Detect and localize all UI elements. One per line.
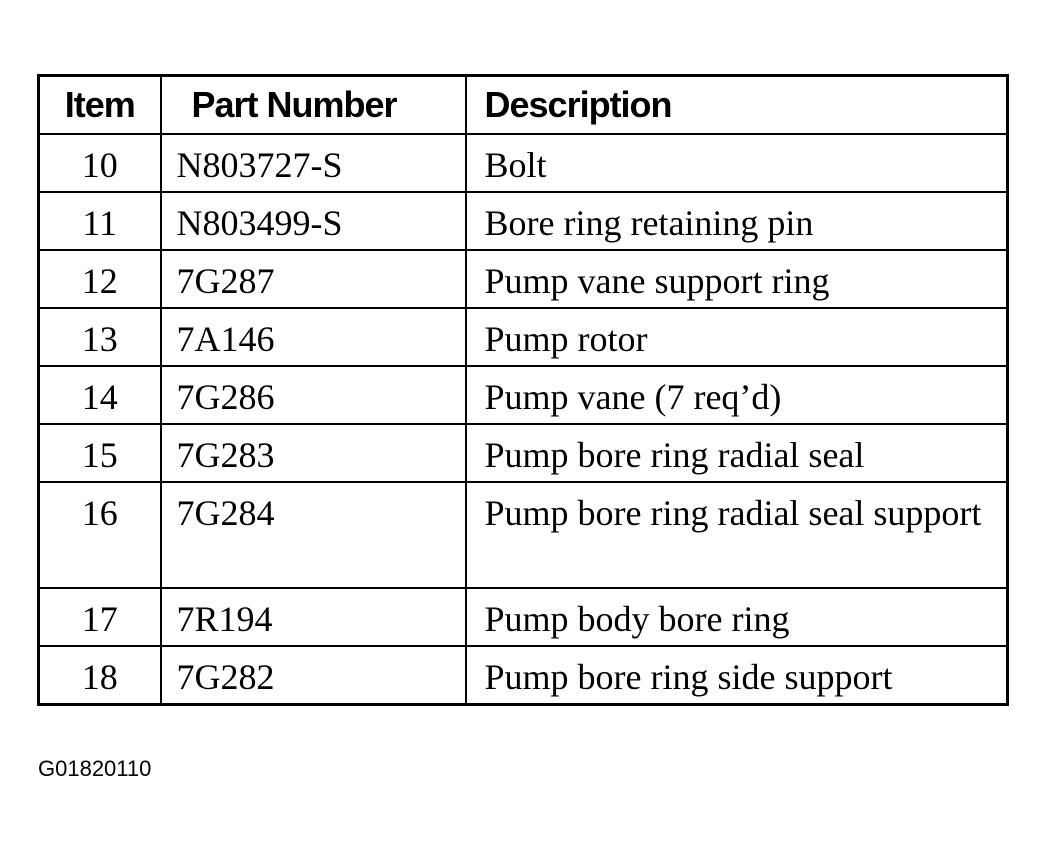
cell-item: 11: [39, 192, 161, 250]
table-row: [39, 424, 1008, 482]
cell-part-number: N803499-S: [161, 192, 466, 250]
cell-item: 18: [39, 646, 161, 704]
table-row: [39, 308, 1008, 366]
cell-part-number: 7G282: [161, 646, 466, 704]
cell-description: Pump bore ring radial seal support: [466, 482, 1008, 588]
cell-description: Pump vane (7 req’d): [466, 366, 1008, 424]
cell-description: Bolt: [466, 134, 1008, 192]
cell-part-number: 7R194: [161, 588, 466, 646]
table-row: [39, 588, 1008, 646]
table-row: [39, 646, 1008, 704]
figure-code: G01820110: [38, 756, 152, 781]
cell-description: Bore ring retaining pin: [466, 192, 1008, 250]
cell-part-number: 7A146: [161, 308, 466, 366]
table-row: [39, 192, 1008, 250]
cell-description: Pump rotor: [466, 308, 1008, 366]
table-row: [39, 366, 1008, 424]
cell-description: Pump bore ring side support: [466, 646, 1008, 704]
table-row: [39, 482, 1008, 588]
cell-part-number: 7G284: [161, 482, 466, 588]
cell-item: 16: [39, 482, 161, 588]
cell-description: Pump vane support ring: [466, 250, 1008, 308]
table-row: [39, 134, 1008, 192]
header-item: Item: [39, 76, 161, 135]
cell-part-number: 7G286: [161, 366, 466, 424]
cell-description: Pump body bore ring: [466, 588, 1008, 646]
cell-item: 17: [39, 588, 161, 646]
parts-table: [37, 74, 1009, 706]
cell-part-number: N803727-S: [161, 134, 466, 192]
cell-item: 10: [39, 134, 161, 192]
cell-item: 14: [39, 366, 161, 424]
cell-item: 12: [39, 250, 161, 308]
cell-item: 13: [39, 308, 161, 366]
cell-item: 15: [39, 424, 161, 482]
table-row: [39, 250, 1008, 308]
cell-description: Pump bore ring radial seal: [466, 424, 1008, 482]
header-description: Description: [466, 76, 1008, 135]
table-header-row: [39, 76, 1008, 135]
header-part-number: Part Number: [161, 76, 466, 135]
cell-part-number: 7G287: [161, 250, 466, 308]
cell-part-number: 7G283: [161, 424, 466, 482]
